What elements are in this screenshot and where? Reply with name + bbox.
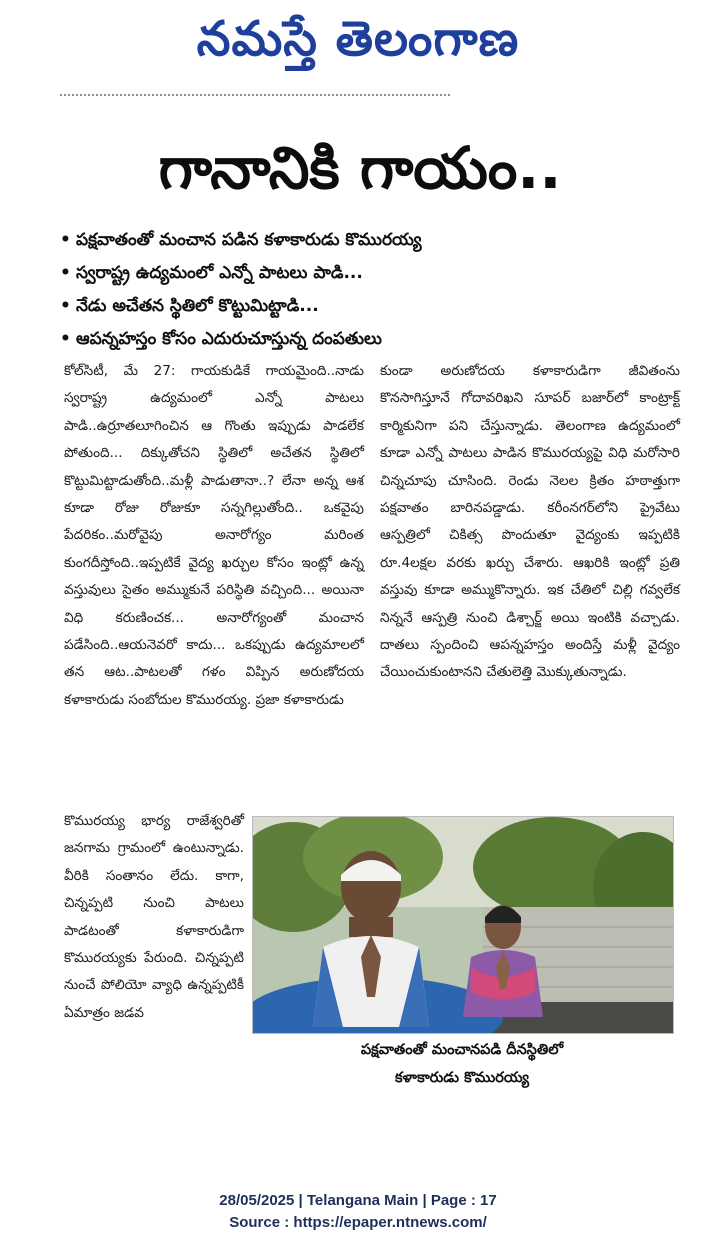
bullet-item bbox=[60, 224, 660, 257]
bullet-item bbox=[60, 290, 660, 323]
edition-info: 28/05/2025 | Telangana Main | Page : 17 bbox=[219, 1192, 497, 1209]
bullet-text: ఆపన్నహస్తం కోసం ఎదురుచూస్తున్న దంపతులు bbox=[76, 329, 382, 349]
bullet-icon: • bbox=[60, 263, 71, 283]
article-paragraph: కొమురయ్య భార్య రాజేశ్వరితో జనగామ గ్రామంలో ఉంటున్నాడు. వీరికి సంతానం లేదు. కాగా, చిన్నప్పటి నుంచి పాటలు పాడటంతో కళాకారుడిగా కొమురయ్యకు పేరుంది. చిన్నప్పటి నుంచే పోలియో వ్యాధి ఉన్నప్పటికీ ఏమాత్రం జడవ bbox=[64, 813, 244, 1021]
caption-line: పక్షవాతంతో మంచానపడి దీనస్థితిలో bbox=[360, 1042, 564, 1058]
bullet-text: స్వరాష్ట్ర ఉద్యమంలో ఎన్నో పాటలు పాడి... bbox=[76, 263, 363, 283]
bullet-text: నేడు అచేతన స్థితిలో కొట్టుమిట్టాడి... bbox=[76, 296, 319, 316]
bullet-item bbox=[60, 257, 660, 290]
page-footer bbox=[0, 1190, 716, 1234]
bullet-item bbox=[60, 323, 660, 356]
article-headline: గానానికి గాయం.. bbox=[158, 134, 562, 202]
bullet-icon: • bbox=[60, 230, 71, 250]
bullet-icon: • bbox=[60, 329, 71, 349]
couple-photo-illustration bbox=[253, 817, 673, 1033]
header-divider bbox=[60, 94, 450, 104]
highlight-bullets bbox=[60, 224, 660, 356]
masthead bbox=[0, 0, 716, 78]
article-column-left-top bbox=[64, 358, 364, 714]
bullet-text: పక్షవాతంతో మంచాన పడిన కళాకారుడు కొమురయ్య bbox=[76, 230, 422, 250]
source-info: Source : https://epaper.ntnews.com/ bbox=[229, 1214, 487, 1231]
newspaper-logo: నమస్తే తెలంగాణ bbox=[196, 11, 520, 67]
bullet-icon: • bbox=[60, 296, 71, 316]
article-column-left-bottom bbox=[64, 808, 244, 1027]
article-paragraph: కోల్‌సిటీ, మే 27: గాయకుడికే గాయమైంది..నాడు స్వరాష్ట్ర ఉద్యమంలో ఎన్నో పాటలు పాడి..ఉర్రూతలూగించిన ఆ గొంతు ఇప్పుడు పాడలేక పోతుంది... దిక్కుతోచని స్థితిలో అచేతన స్థితిలో కొట్టుమిట్టాడుతోంది..మళ్లీ పాడుతానా..? లేనా అన్న ఆశ కూడా రోజు రోజుకూ సన్నగిల్లుతోంది.. ఒకవైపు పేదరికం..మరోవైపు అనారోగ్యం మరింత కుంగదీస్తోంది..ఇప్పటికే వైద్య ఖర్చుల కోసం ఇంట్లో ఉన్న వస్తువులు సైతం అమ్ముకునే పరిస్థితి వచ్చింది... అయినా విధి కరుణించక... అనారోగ్యంతో మంచాన పడేసింది..ఆయనెవరో కాదు... ఒకప్పుడు ఉద్యమాలలో తన ఆట..పాటలతో గళం విప్పిన అరుణోదయ కళాకారుడు సంబోదుల కొమురయ్య. ప్రజా కళాకారుడు bbox=[64, 363, 364, 708]
photo-caption bbox=[252, 1036, 672, 1092]
article-paragraph: కుండా అరుణోదయ కళాకారుడిగా జీవితంను కొనసాగిస్తూనే గోదావరిఖని సూపర్ బజార్‌లో కాంట్రాక్ట్ కార్మికునిగా పని చేస్తున్నాడు. తెలంగాణ ఉద్యమంలో కూడా ఎన్నో పాటలు పాడిన కొమురయ్యపై విధి మరోసారి చిన్నచూపు చూసింది. రెండు నెలల క్రితం హఠాత్తుగా పక్షవాతం బారినపడ్డాడు. కరీంనగర్‌లోని ప్రైవేటు ఆస్పత్రిలో చికిత్స పొందుతూ వైద్యంకు ఇప్పటికి రూ.4లక్షల వరకు ఖర్చు చేశారు. ఆఖరికి ఇంట్లో ప్రతి వస్తువు కూడా అమ్ముకొన్నారు. ఇక చేతిలో చిల్లి గవ్వలేక నిన్ననే ఆస్పత్రి నుంచి డిశ్చార్జ్ అయి ఇంటికి వచ్చాడు. దాతలు స్పందించి ఆపన్నహస్తం అందిస్తే మళ్లీ వైద్యం చేయించుకుంటానని చేతులెత్తి మొక్కుతున్నాడు. bbox=[380, 363, 680, 681]
article-column-right bbox=[380, 358, 680, 687]
caption-line: కళాకారుడు కొమురయ్య bbox=[394, 1070, 530, 1086]
article-photo bbox=[252, 816, 674, 1034]
